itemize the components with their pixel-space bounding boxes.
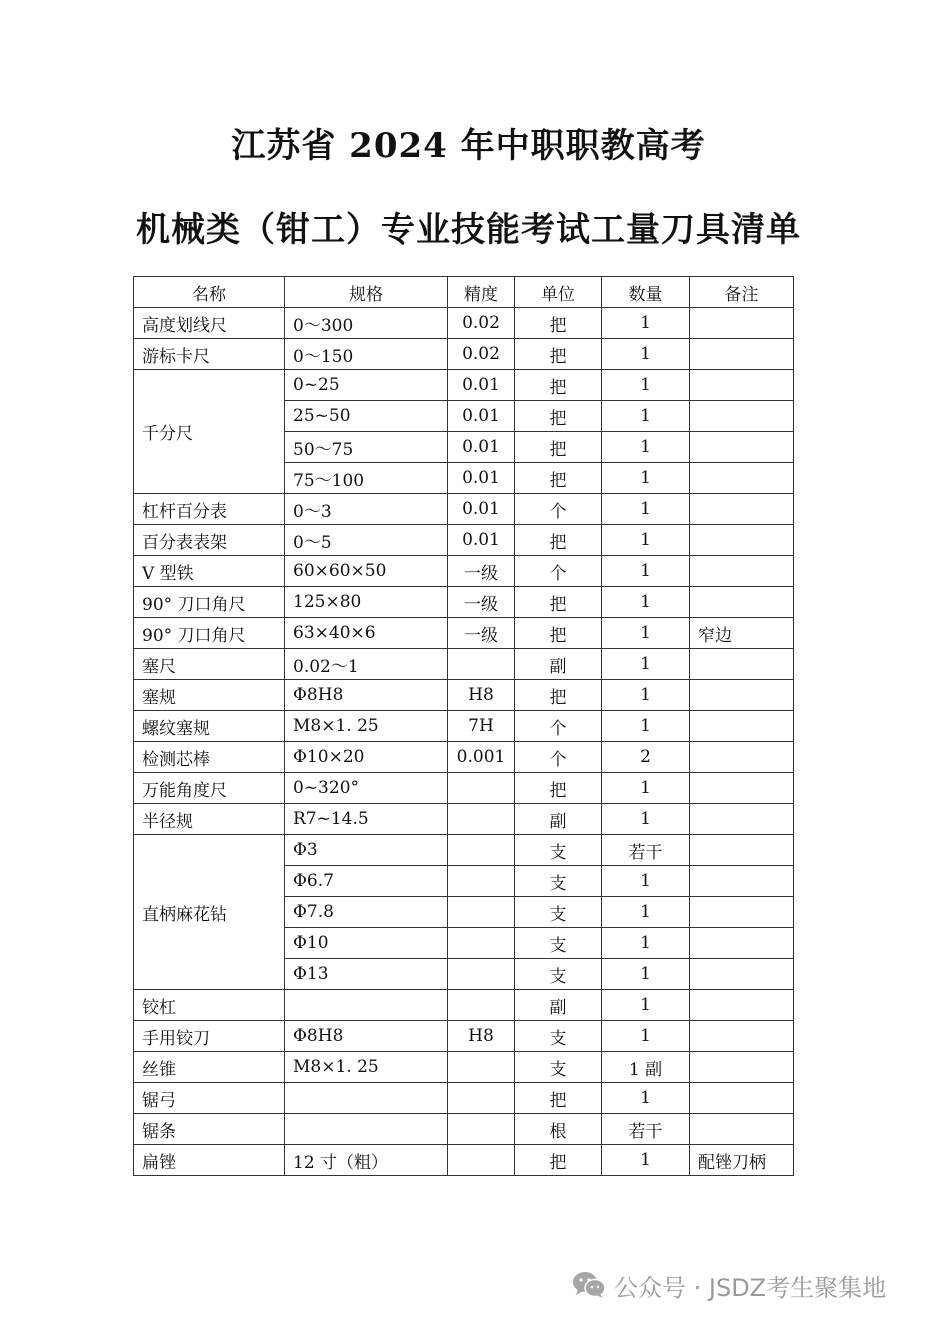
cell-spec: 50～75 [285,432,448,463]
cell-precision: 0.01 [448,432,515,463]
header-spec: 规格 [285,277,448,308]
wechat-icon [572,1271,606,1299]
cell-precision [448,897,515,928]
document-title-line-2: 机械类（钳工）专业技能考试工量刀具清单 [136,210,801,250]
cell-unit: 个 [515,711,602,742]
cell-unit: 把 [515,1083,602,1114]
cell-name: 扁锉 [134,1145,285,1176]
cell-name: 手用铰刀 [134,1021,285,1052]
cell-note [690,1052,794,1083]
cell-quantity: 若干 [602,1114,690,1145]
cell-precision: 一级 [448,587,515,618]
cell-quantity: 1 [602,711,690,742]
cell-precision: 0.001 [448,742,515,773]
cell-precision [448,835,515,866]
cell-note [690,959,794,990]
cell-quantity: 1 [602,649,690,680]
cell-name: 铰杠 [134,990,285,1021]
cell-quantity: 1 [602,432,690,463]
cell-spec: 0~25 [285,370,448,401]
table-row [134,370,794,401]
cell-precision: 一级 [448,618,515,649]
cell-note [690,370,794,401]
cell-unit: 把 [515,401,602,432]
table-row [134,1083,794,1114]
cell-spec: Φ10×20 [285,742,448,773]
cell-spec: 0～150 [285,339,448,370]
table-row [134,711,794,742]
cell-unit: 支 [515,1052,602,1083]
cell-note [690,835,794,866]
table-row [134,618,794,649]
cell-precision: 0.02 [448,339,515,370]
cell-unit: 根 [515,1114,602,1145]
header-unit: 单位 [515,277,602,308]
cell-quantity: 2 [602,742,690,773]
header-quantity: 数量 [602,277,690,308]
cell-spec: 0~320° [285,773,448,804]
cell-note [690,308,794,339]
cell-quantity: 1 [602,959,690,990]
cell-precision [448,1145,515,1176]
cell-note [690,1114,794,1145]
cell-unit: 把 [515,308,602,339]
cell-name: 百分表表架 [134,525,285,556]
cell-unit: 支 [515,897,602,928]
cell-note [690,432,794,463]
cell-unit: 副 [515,990,602,1021]
cell-quantity: 1 [602,494,690,525]
cell-note [690,680,794,711]
cell-note [690,556,794,587]
cell-quantity: 1 [602,928,690,959]
cell-unit: 支 [515,835,602,866]
cell-precision: H8 [448,680,515,711]
cell-precision [448,1052,515,1083]
cell-name: 锯条 [134,1114,285,1145]
cell-spec: 0～300 [285,308,448,339]
cell-note [690,928,794,959]
cell-precision: 0.01 [448,401,515,432]
cell-unit: 个 [515,742,602,773]
cell-note [690,897,794,928]
cell-name: 千分尺 [134,370,285,494]
cell-precision [448,990,515,1021]
cell-quantity: 1 [602,1021,690,1052]
table-row [134,494,794,525]
cell-quantity: 1 [602,804,690,835]
cell-spec [285,1083,448,1114]
cell-unit: 把 [515,773,602,804]
cell-name: 螺纹塞规 [134,711,285,742]
cell-precision [448,1083,515,1114]
cell-precision: 一级 [448,556,515,587]
tool-list-table [133,276,794,1176]
cell-spec [285,1114,448,1145]
cell-name: 游标卡尺 [134,339,285,370]
watermark-text: 公众号 · JSDZ考生聚集地 [614,1273,887,1302]
cell-name: 杠杆百分表 [134,494,285,525]
cell-note [690,773,794,804]
cell-name: 直柄麻花钻 [134,835,285,990]
cell-unit: 个 [515,556,602,587]
cell-quantity: 1 [602,773,690,804]
table-row [134,990,794,1021]
cell-precision: 0.02 [448,308,515,339]
cell-spec: 63×40×6 [285,618,448,649]
cell-quantity: 1 [602,401,690,432]
cell-quantity: 1 [602,308,690,339]
table-row [134,1145,794,1176]
cell-note [690,494,794,525]
table-row [134,339,794,370]
cell-quantity: 1 [602,339,690,370]
cell-note [690,1021,794,1052]
cell-quantity: 1 [602,587,690,618]
cell-unit: 支 [515,1021,602,1052]
cell-unit: 把 [515,618,602,649]
table-row [134,680,794,711]
cell-unit: 把 [515,339,602,370]
cell-name: V 型铁 [134,556,285,587]
cell-quantity: 1 [602,556,690,587]
cell-note [690,990,794,1021]
cell-name: 塞尺 [134,649,285,680]
cell-quantity: 1 [602,680,690,711]
cell-name: 丝锥 [134,1052,285,1083]
cell-spec: 75～100 [285,463,448,494]
cell-spec: 12 寸（粗） [285,1145,448,1176]
cell-precision [448,804,515,835]
cell-name: 万能角度尺 [134,773,285,804]
cell-spec: Φ3 [285,835,448,866]
cell-spec: 0.02～1 [285,649,448,680]
cell-quantity: 1 [602,990,690,1021]
cell-spec: M8×1. 25 [285,1052,448,1083]
header-name: 名称 [134,277,285,308]
cell-name: 90° 刀口角尺 [134,587,285,618]
table-header-row [134,277,794,308]
cell-precision [448,959,515,990]
cell-unit: 副 [515,804,602,835]
cell-spec [285,990,448,1021]
cell-precision [448,649,515,680]
cell-note: 配锉刀柄 [690,1145,794,1176]
cell-unit: 支 [515,866,602,897]
cell-spec: Φ10 [285,928,448,959]
cell-quantity: 1 [602,897,690,928]
cell-name: 塞规 [134,680,285,711]
cell-unit: 支 [515,959,602,990]
cell-unit: 个 [515,494,602,525]
cell-spec: Φ8H8 [285,1021,448,1052]
cell-quantity: 1 [602,370,690,401]
cell-spec: 60×60×50 [285,556,448,587]
document-title-line-1: 江苏省 2024 年中职职教高考 [231,126,706,166]
cell-unit: 把 [515,680,602,711]
cell-spec: Φ8H8 [285,680,448,711]
cell-name: 半径规 [134,804,285,835]
cell-quantity: 1 [602,463,690,494]
cell-name: 检测芯棒 [134,742,285,773]
cell-precision [448,773,515,804]
table-row [134,308,794,339]
cell-unit: 支 [515,928,602,959]
header-precision: 精度 [448,277,515,308]
cell-note: 窄边 [690,618,794,649]
table-row [134,1114,794,1145]
cell-spec: 25~50 [285,401,448,432]
cell-note [690,463,794,494]
cell-spec: Φ6.7 [285,866,448,897]
cell-spec: 125×80 [285,587,448,618]
cell-spec: M8×1. 25 [285,711,448,742]
cell-note [690,1083,794,1114]
table-row [134,835,794,866]
cell-precision: 0.01 [448,525,515,556]
cell-note [690,711,794,742]
cell-note [690,804,794,835]
cell-note [690,525,794,556]
header-note: 备注 [690,277,794,308]
cell-name: 高度划线尺 [134,308,285,339]
cell-note [690,866,794,897]
cell-quantity: 若干 [602,835,690,866]
table-row [134,1021,794,1052]
cell-note [690,339,794,370]
cell-precision: 0.01 [448,494,515,525]
cell-unit: 把 [515,525,602,556]
cell-quantity: 1 [602,618,690,649]
cell-unit: 副 [515,649,602,680]
cell-spec: R7~14.5 [285,804,448,835]
cell-name: 90° 刀口角尺 [134,618,285,649]
table-row [134,556,794,587]
cell-spec: 0～5 [285,525,448,556]
cell-unit: 把 [515,463,602,494]
cell-note [690,742,794,773]
cell-note [690,649,794,680]
cell-precision [448,928,515,959]
cell-name: 锯弓 [134,1083,285,1114]
cell-precision: 0.01 [448,463,515,494]
cell-precision: 7H [448,711,515,742]
cell-unit: 把 [515,370,602,401]
cell-spec: 0～3 [285,494,448,525]
table-row [134,525,794,556]
cell-quantity: 1 副 [602,1052,690,1083]
cell-precision [448,1114,515,1145]
table-row [134,649,794,680]
cell-unit: 把 [515,432,602,463]
cell-unit: 把 [515,587,602,618]
cell-spec: Φ13 [285,959,448,990]
cell-quantity: 1 [602,1145,690,1176]
cell-quantity: 1 [602,525,690,556]
cell-precision: H8 [448,1021,515,1052]
cell-note [690,401,794,432]
watermark [572,1267,886,1303]
cell-quantity: 1 [602,866,690,897]
cell-precision [448,866,515,897]
cell-unit: 把 [515,1145,602,1176]
table-row [134,773,794,804]
cell-note [690,587,794,618]
cell-spec: Φ7.8 [285,897,448,928]
table-row [134,1052,794,1083]
cell-precision: 0.01 [448,370,515,401]
table-row [134,587,794,618]
table-row [134,804,794,835]
table-row [134,742,794,773]
cell-quantity: 1 [602,1083,690,1114]
